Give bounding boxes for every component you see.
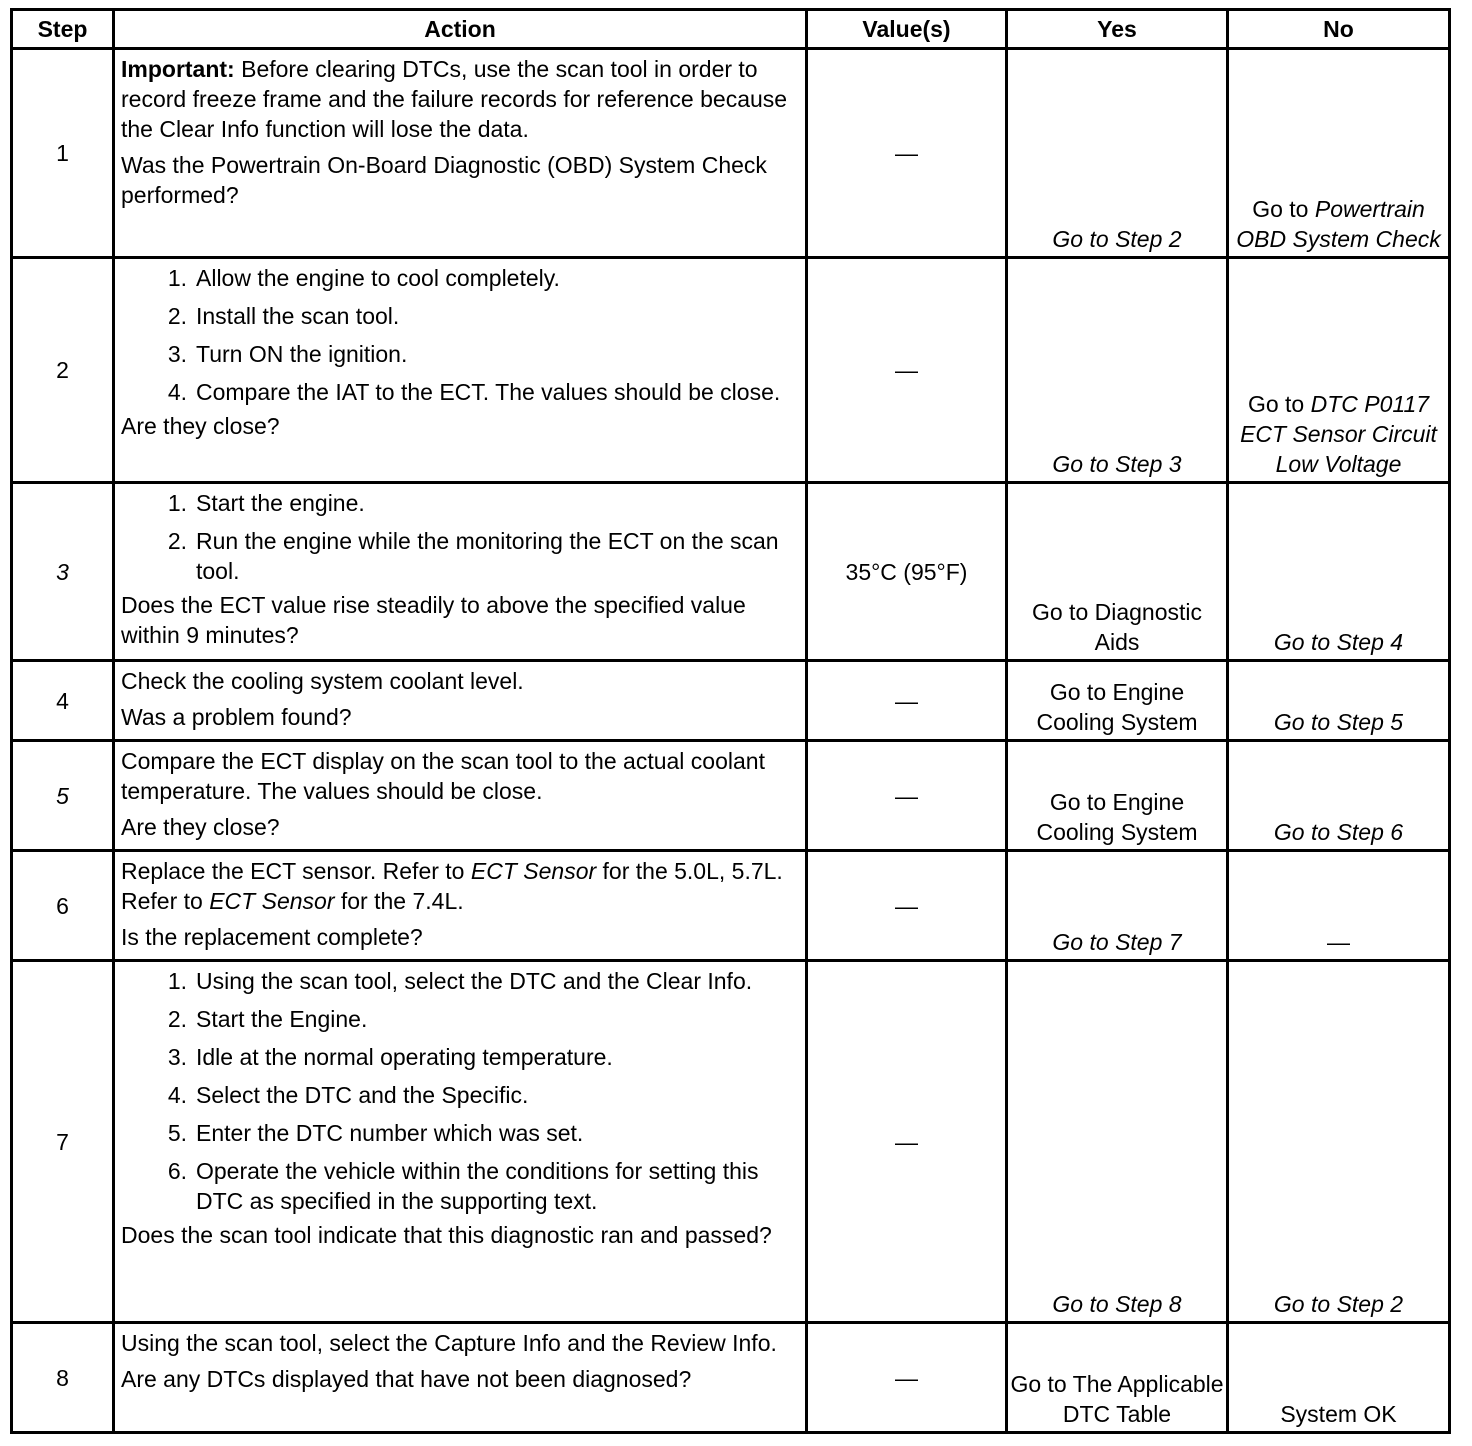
action-question: Does the ECT value rise steadily to above the specified value within 9 minutes? — [121, 592, 746, 648]
step-number: 3 — [12, 483, 114, 661]
yes-link[interactable]: Go to Diagnostic Aids — [1031, 599, 1203, 655]
no-link[interactable]: DTC P0117 ECT Sensor Circuit Low Voltage — [1240, 391, 1437, 477]
yes-link[interactable]: Go to The Applicable DTC Table — [1010, 1371, 1224, 1427]
step-number: 1 — [12, 49, 114, 258]
table-row — [12, 851, 1450, 961]
action-steps — [121, 263, 795, 407]
no-link[interactable]: Go to Step 4 — [1273, 629, 1404, 655]
table-row — [12, 961, 1450, 1323]
action-question: Was the Powertrain On-Board Diagnostic (OBD) System Check performed? — [121, 152, 767, 208]
no-prefix: Go to — [1252, 196, 1315, 222]
action-question: Is the replacement complete? — [121, 924, 423, 950]
value-cell: — — [807, 851, 1007, 961]
action-cell — [114, 741, 807, 851]
action-cell — [114, 961, 807, 1323]
table-row — [12, 49, 1450, 258]
action-step: 2. Run the engine while the monitoring the ECT on the scan tool. — [167, 528, 779, 584]
yes-link[interactable]: Go to Step 8 — [1052, 1291, 1182, 1317]
yes-cell — [1007, 1323, 1228, 1433]
yes-cell — [1007, 741, 1228, 851]
no-link[interactable]: Go to Step 2 — [1273, 1291, 1404, 1317]
action-question: Are any DTCs displayed that have not been diagnosed? — [121, 1366, 692, 1392]
yes-link[interactable]: Go to Step 2 — [1052, 226, 1182, 252]
table-row — [12, 661, 1450, 741]
action-text: Check the cooling system coolant level. — [121, 668, 524, 694]
table-row — [12, 483, 1450, 661]
value-cell: — — [807, 258, 1007, 483]
step-number: 2 — [12, 258, 114, 483]
no-cell — [1228, 49, 1450, 258]
action-cell — [114, 49, 807, 258]
action-question: Was a problem found? — [121, 704, 352, 730]
yes-cell — [1007, 851, 1228, 961]
yes-cell — [1007, 49, 1228, 258]
action-steps — [121, 488, 795, 586]
header-row — [12, 10, 1450, 49]
step-number: 8 — [12, 1323, 114, 1433]
action-steps — [121, 966, 795, 1216]
no-cell — [1228, 741, 1450, 851]
yes-cell — [1007, 258, 1228, 483]
yes-link[interactable]: Go to Step 7 — [1052, 929, 1182, 955]
action-question: Does the scan tool indicate that this diagnostic ran and passed? — [121, 1222, 772, 1248]
no-cell — [1228, 661, 1450, 741]
no-link[interactable]: Go to Step 5 — [1273, 709, 1404, 735]
action-cell — [114, 851, 807, 961]
action-text: Replace the ECT sensor. Refer to ECT Sensor for the 5.0L, 5.7L. Refer to ECT Sensor for the 7.4L. — [121, 858, 783, 914]
step-number: 4 — [12, 661, 114, 741]
action-step: 4. Select the DTC and the Specific. — [167, 1082, 529, 1108]
no-cell — [1228, 483, 1450, 661]
action-text: Compare the ECT display on the scan tool to the actual coolant temperature. The values should be close. — [121, 748, 765, 804]
value-cell: 35°C (95°F) — [807, 483, 1007, 661]
action-cell — [114, 258, 807, 483]
header-values: Value(s) — [807, 10, 1007, 49]
yes-cell — [1007, 961, 1228, 1323]
yes-link[interactable]: Go to Step 3 — [1052, 451, 1182, 477]
action-step: 4. Compare the IAT to the ECT. The values should be close. — [167, 379, 781, 405]
important-text: Before clearing DTCs, use the scan tool in order to record freeze frame and the failure records for reference because the Clear Info function will lose the data. — [121, 56, 788, 142]
action-step: 3. Turn ON the ignition. — [167, 341, 408, 367]
important-label: Important: — [121, 56, 235, 82]
ect-sensor-link[interactable]: ECT Sensor — [209, 888, 335, 914]
action-step: 1. Allow the engine to cool completely. — [167, 265, 560, 291]
important-note — [121, 54, 795, 144]
no-link[interactable]: Go to Step 6 — [1273, 819, 1404, 845]
header-yes: Yes — [1007, 10, 1228, 49]
action-step: 2. Start the Engine. — [167, 1006, 368, 1032]
header-step: Step — [12, 10, 114, 49]
no-cell: — — [1228, 851, 1450, 961]
step-number: 5 — [12, 741, 114, 851]
ect-sensor-link[interactable]: ECT Sensor — [470, 858, 597, 884]
yes-cell — [1007, 661, 1228, 741]
table-row — [12, 1323, 1450, 1433]
table-row — [12, 741, 1450, 851]
diagnostic-table — [10, 8, 1451, 1434]
action-step: 6. Operate the vehicle within the conditions for setting this DTC as specified in the supporting text. — [167, 1158, 759, 1214]
value-cell: — — [807, 961, 1007, 1323]
no-cell — [1228, 1323, 1450, 1433]
value-cell: — — [807, 661, 1007, 741]
yes-link[interactable]: Go to Engine Cooling System — [1036, 679, 1198, 735]
yes-link[interactable]: Go to Engine Cooling System — [1036, 789, 1198, 845]
action-cell — [114, 661, 807, 741]
no-cell — [1228, 258, 1450, 483]
table-row — [12, 258, 1450, 483]
action-cell — [114, 1323, 807, 1433]
action-step: 1. Start the engine. — [167, 490, 365, 516]
no-prefix: Go to — [1247, 391, 1311, 417]
header-no: No — [1228, 10, 1450, 49]
no-link[interactable]: Powertrain OBD System Check — [1236, 196, 1441, 252]
step-number: 7 — [12, 961, 114, 1323]
action-question: Are they close? — [121, 413, 280, 439]
action-step: 1. Using the scan tool, select the DTC and the Clear Info. — [167, 968, 753, 994]
action-step: 3. Idle at the normal operating temperature. — [167, 1044, 613, 1070]
action-step: 5. Enter the DTC number which was set. — [167, 1120, 584, 1146]
value-cell: — — [807, 49, 1007, 258]
value-cell: — — [807, 1323, 1007, 1433]
step-number: 6 — [12, 851, 114, 961]
action-question: Are they close? — [121, 814, 280, 840]
action-step: 2. Install the scan tool. — [167, 303, 400, 329]
no-cell — [1228, 961, 1450, 1323]
yes-cell — [1007, 483, 1228, 661]
action-text: Using the scan tool, select the Capture Info and the Review Info. — [121, 1330, 777, 1356]
action-cell — [114, 483, 807, 661]
value-cell: — — [807, 741, 1007, 851]
header-action: Action — [114, 10, 807, 49]
no-result: System OK — [1280, 1401, 1397, 1427]
